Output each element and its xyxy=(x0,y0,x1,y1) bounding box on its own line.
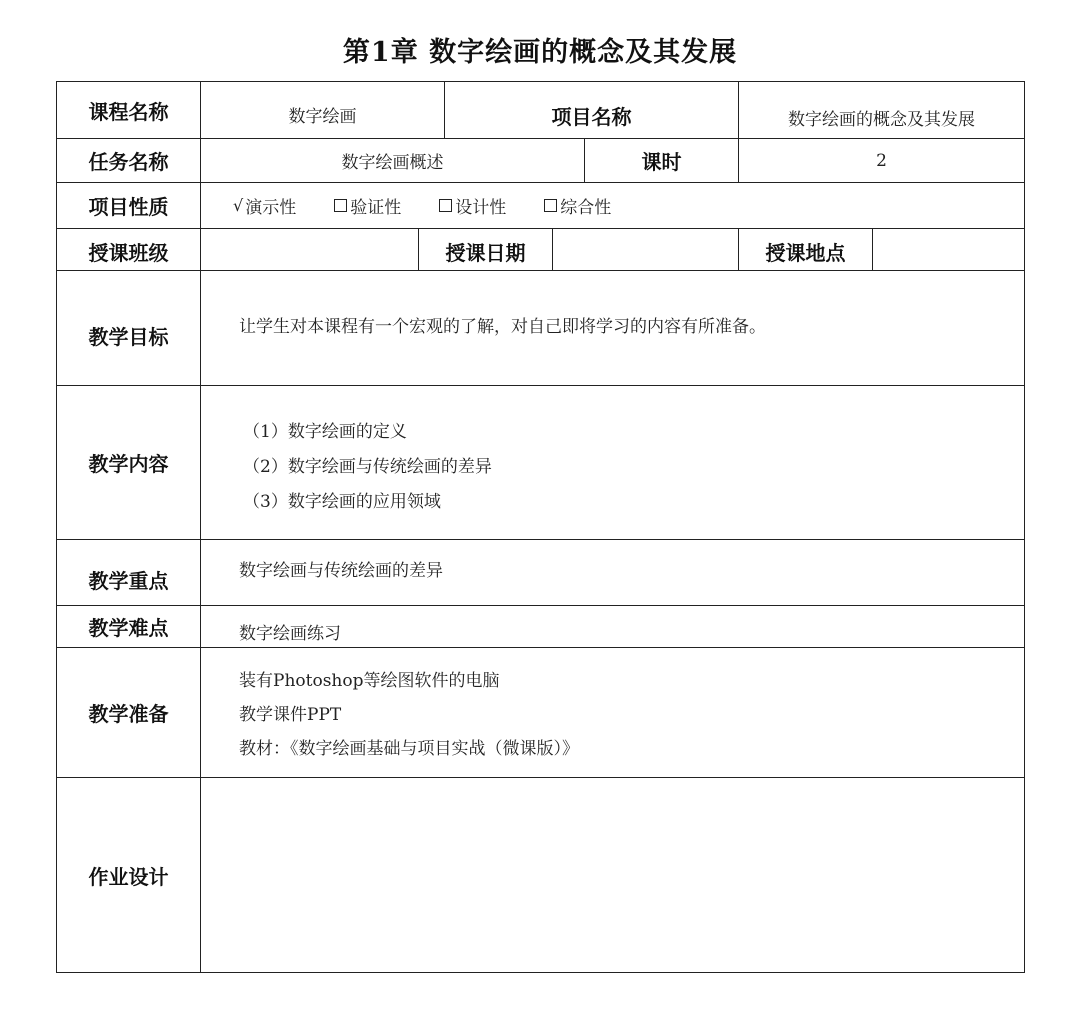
list-item: 教学课件PPT xyxy=(239,705,342,725)
row-content xyxy=(57,386,1024,540)
teaching-class-value xyxy=(200,229,418,270)
homework-label: 作业设计 xyxy=(88,864,169,889)
list-item: （2）数字绘画与传统绘画的差异 xyxy=(243,457,492,477)
teaching-place-label: 授课地点 xyxy=(738,229,872,270)
preparation-list xyxy=(200,648,1024,777)
row-key-point xyxy=(57,540,1024,606)
teaching-class-label: 授课班级 xyxy=(88,241,169,265)
option-comprehensive[interactable]: 综合性 xyxy=(544,193,611,218)
row-preparation xyxy=(57,648,1024,778)
key-point-text: 数字绘画与传统绘画的差异 xyxy=(200,540,1024,605)
teaching-goal-label: 教学目标 xyxy=(88,324,169,349)
lesson-plan-table xyxy=(56,81,1025,973)
row-goal xyxy=(57,271,1024,386)
option-verification[interactable]: 验证性 xyxy=(334,193,401,218)
project-name-label: 项目名称 xyxy=(444,82,738,138)
checkbox-icon xyxy=(439,199,452,212)
row-course xyxy=(57,82,1024,139)
page-title: 第1章 数字绘画的概念及其发展 xyxy=(342,37,738,68)
teaching-goal-text: 让学生对本课程有一个宏观的了解，对自己即将学习的内容有所准备。 xyxy=(200,271,1024,385)
list-item: 教材：《数字绘画基础与项目实战（微课版）》 xyxy=(239,739,579,759)
teaching-place-value xyxy=(872,229,1024,270)
preparation-label: 教学准备 xyxy=(88,702,169,726)
list-item: （3）数字绘画的应用领域 xyxy=(243,492,441,512)
checkbox-icon xyxy=(334,199,347,212)
option-demonstrative[interactable]: √ 演示性 xyxy=(233,196,297,218)
teaching-content-list xyxy=(200,386,1024,539)
key-point-label: 教学重点 xyxy=(88,569,169,593)
option-design[interactable]: 设计性 xyxy=(439,193,506,218)
project-nature-label: 项目性质 xyxy=(88,195,169,219)
row-nature xyxy=(57,183,1024,229)
task-name-label: 任务名称 xyxy=(88,150,169,174)
row-difficulty xyxy=(57,606,1024,648)
list-item: 装有Photoshop等绘图软件的电脑 xyxy=(239,671,500,691)
class-hours-value: 2 xyxy=(738,139,1024,182)
homework-text xyxy=(200,778,1024,972)
class-hours-label: 课时 xyxy=(584,139,738,182)
row-schedule xyxy=(57,229,1024,271)
checkmark-icon: √ xyxy=(233,196,244,215)
course-name-label: 课程名称 xyxy=(88,99,169,124)
checkbox-icon xyxy=(544,199,557,212)
difficulty-label: 教学难点 xyxy=(88,616,169,640)
project-name-value: 数字绘画的概念及其发展 xyxy=(738,82,1024,138)
row-task xyxy=(57,139,1024,183)
teaching-date-value xyxy=(552,229,738,270)
task-name-value: 数字绘画概述 xyxy=(200,139,584,182)
list-item: （1）数字绘画的定义 xyxy=(243,422,407,442)
row-homework xyxy=(57,778,1024,972)
difficulty-text: 数字绘画练习 xyxy=(200,606,1024,647)
project-nature-options xyxy=(200,183,1024,228)
teaching-content-label: 教学内容 xyxy=(88,452,169,476)
course-name-value: 数字绘画 xyxy=(200,82,444,138)
teaching-date-label: 授课日期 xyxy=(418,229,552,270)
